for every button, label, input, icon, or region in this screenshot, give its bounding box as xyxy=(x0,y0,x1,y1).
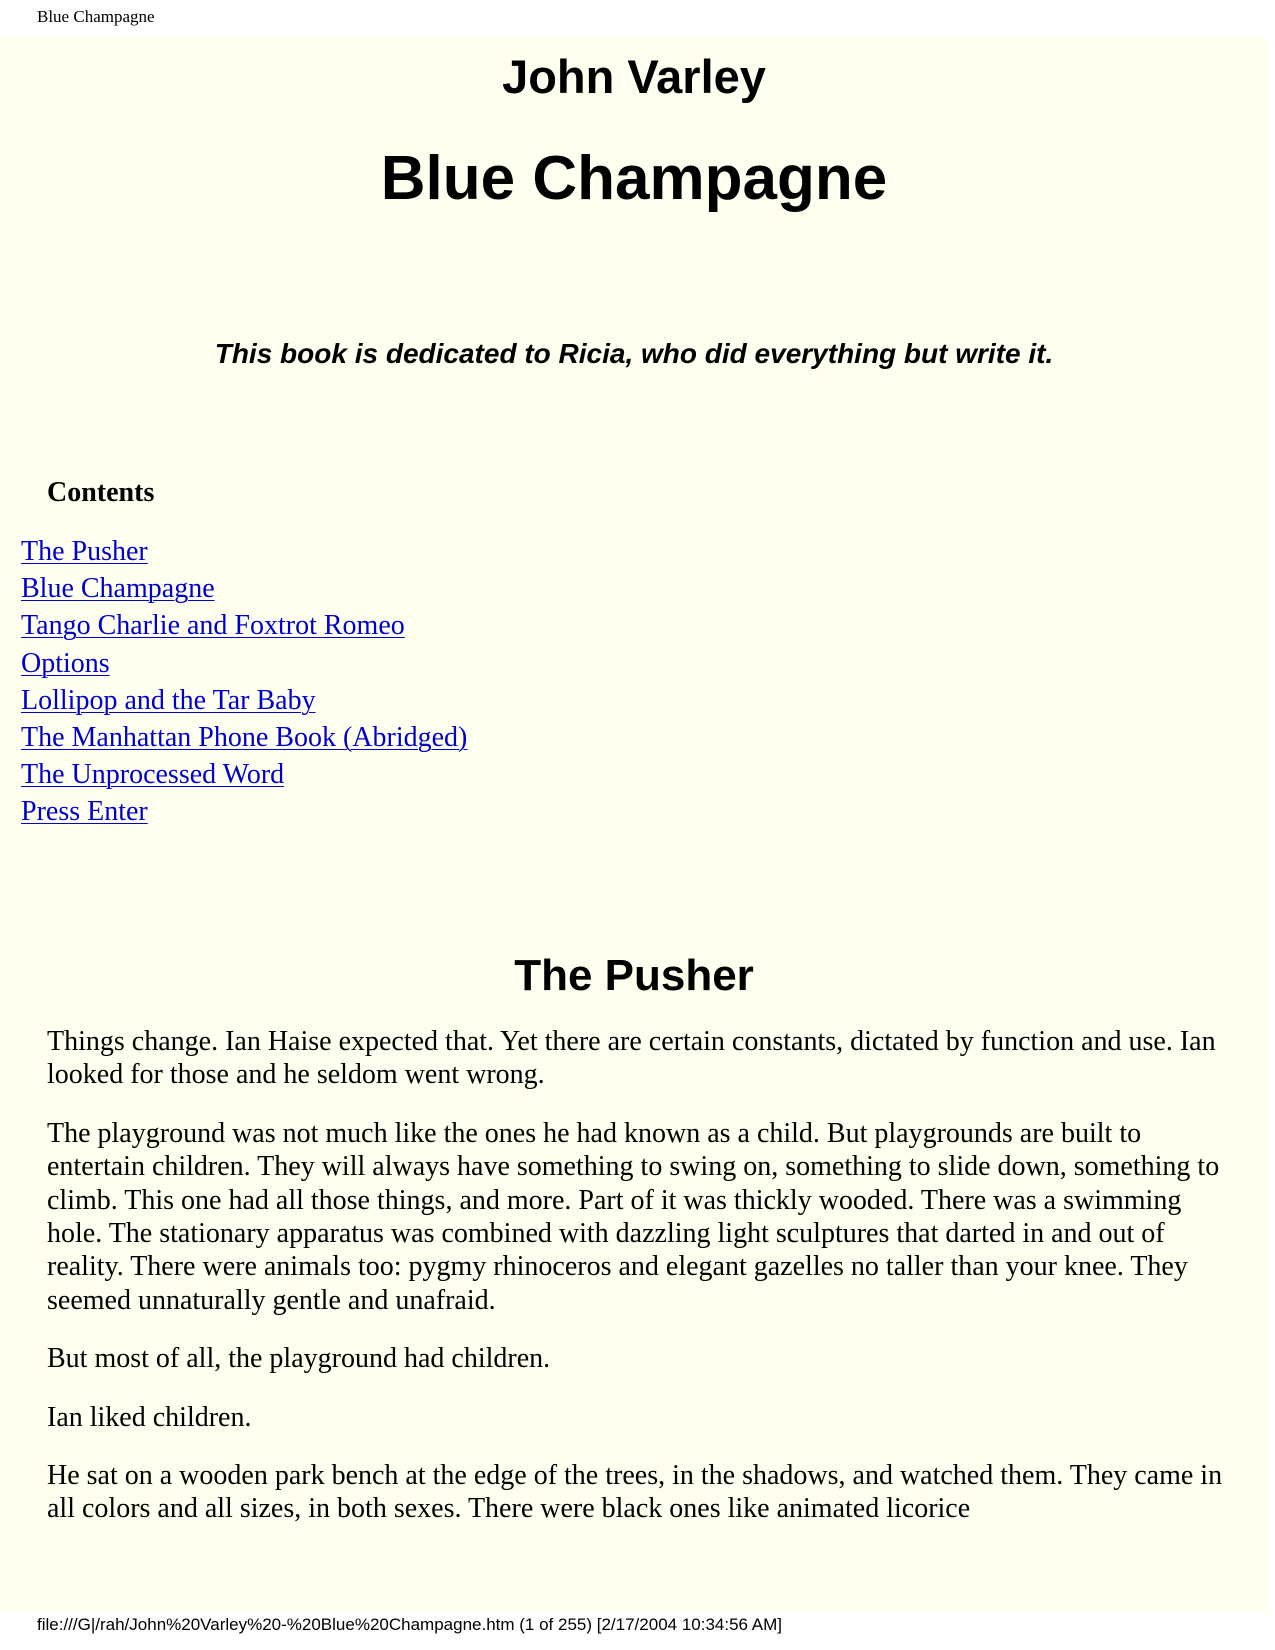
toc-link-press-enter[interactable]: Press Enter xyxy=(21,796,148,828)
toc-item xyxy=(21,682,467,719)
toc-link-options[interactable]: Options xyxy=(21,647,110,679)
paragraph: But most of all, the playground had children. xyxy=(47,1343,551,1375)
dedication: This book is dedicated to Ricia, who did everything but write it. xyxy=(214,338,1054,369)
toc-item xyxy=(21,793,467,830)
print-footer-url: file:///G|/rah/John%20Varley%20-%20Blue%20Champagne.htm (1 of 255) [2/17/2004 10:34:56 AM] xyxy=(37,1615,783,1634)
chapter-title: The Pusher xyxy=(514,951,754,1000)
paragraph: Things change. Ian Haise expected that. Yet there are certain constants, dictated by function and use. Ian looked for those and he seldom went wrong. xyxy=(47,1026,1216,1091)
document-page xyxy=(0,37,1268,1612)
toc-link-unprocessed-word[interactable]: The Unprocessed Word xyxy=(21,759,285,791)
toc-item xyxy=(21,607,467,644)
toc-link-manhattan-phone-book[interactable]: The Manhattan Phone Book (Abridged) xyxy=(21,722,468,754)
toc-link-blue-champagne[interactable]: Blue Champagne xyxy=(21,573,215,605)
print-header-title: Blue Champagne xyxy=(37,7,155,26)
table-of-contents xyxy=(21,533,467,831)
toc-item xyxy=(21,533,467,570)
chapter-body xyxy=(47,1025,1225,1551)
toc-link-the-pusher[interactable]: The Pusher xyxy=(21,536,148,567)
toc-link-tango-charlie[interactable]: Tango Charlie and Foxtrot Romeo xyxy=(21,610,405,642)
paragraph: He sat on a wooden park bench at the edge of the trees, in the shadows, and watched them. They came in all colors and all sizes, in both sexes. There were black ones like animated licorice xyxy=(47,1460,1223,1525)
toc-item xyxy=(21,645,467,682)
toc-item xyxy=(21,756,467,793)
paragraph: The playground was not much like the ones he had known as a child. But playgrounds are built to entertain children. They will always have something to swing on, something to slide down, something to climb. This one had all those things, and more. Part of it was thickly wooded. There was a swimming hole. The stationary apparatus was combined with dazzling light sculptures that darted in and out of reality. There were animals too: pygmy rhinoceros and elegant gazelles no taller than your knee. They seemed unnaturally gentle and unafraid. xyxy=(47,1117,1220,1316)
toc-item xyxy=(21,719,467,756)
paragraph: Ian liked children. xyxy=(47,1401,252,1433)
contents-heading: Contents xyxy=(47,477,155,508)
toc-item xyxy=(21,570,467,607)
book-title: Blue Champagne xyxy=(380,144,888,213)
author-name: John Varley xyxy=(502,50,766,103)
toc-link-lollipop[interactable]: Lollipop and the Tar Baby xyxy=(21,684,316,716)
